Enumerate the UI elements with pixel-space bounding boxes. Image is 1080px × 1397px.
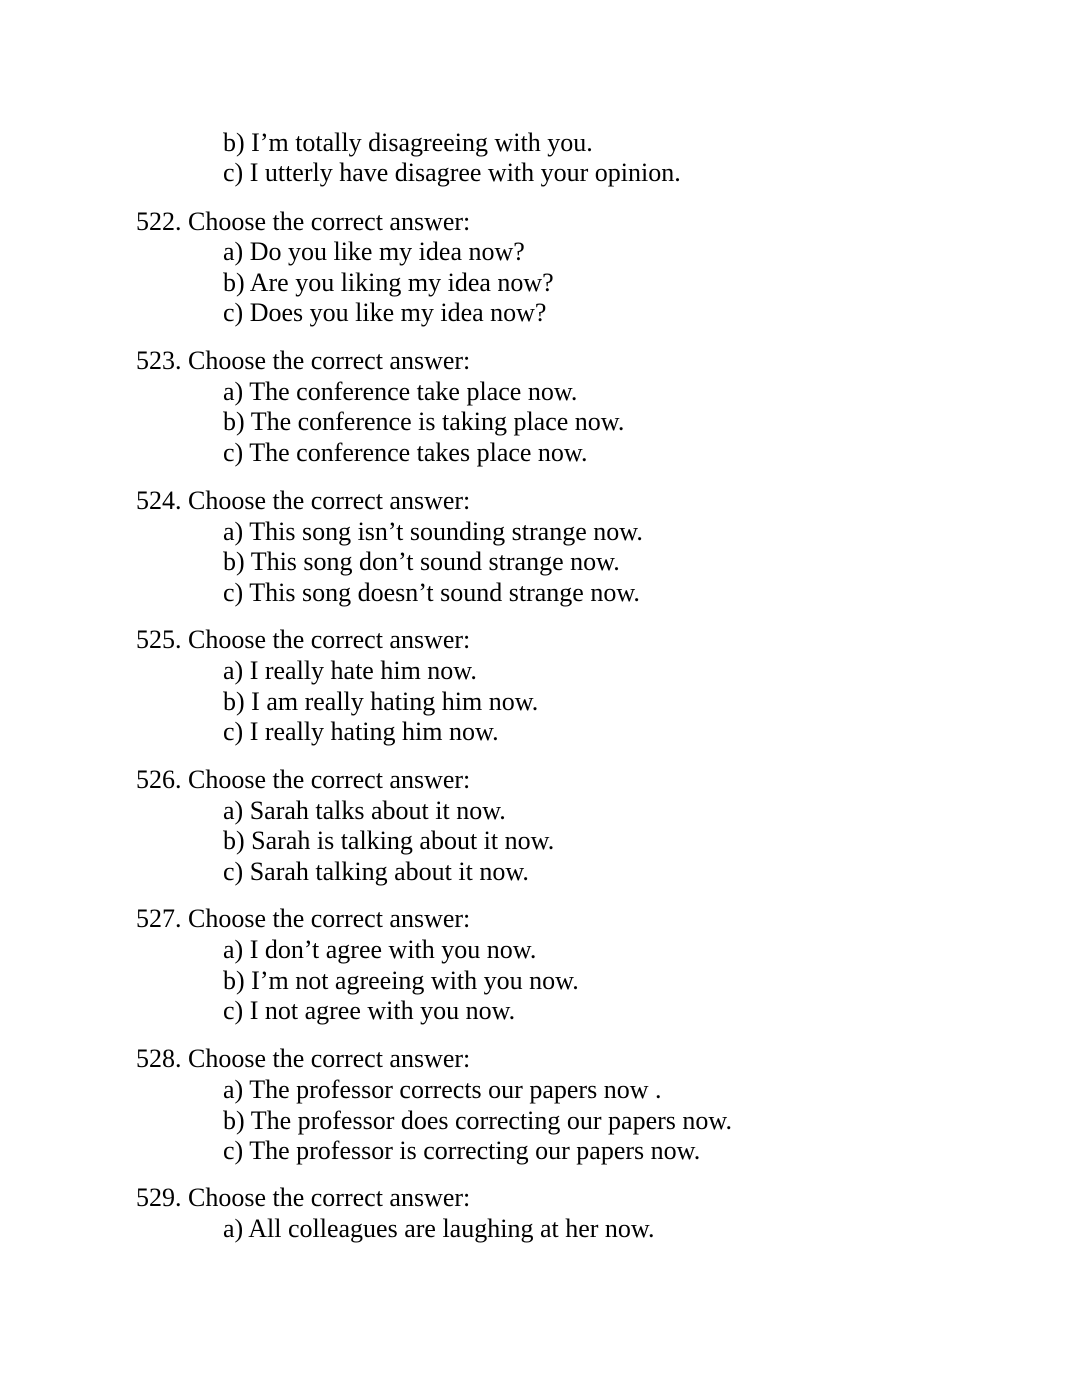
option-524-b: b) This song don’t sound strange now. xyxy=(223,547,620,576)
option-522-b: b) Are you liking my idea now? xyxy=(223,268,554,297)
option-521-b: b) I’m totally disagreeing with you. xyxy=(223,128,593,157)
question-525-prompt: 525. Choose the correct answer: xyxy=(136,625,471,654)
option-528-c: c) The professor is correcting our papers now. xyxy=(223,1136,701,1165)
option-525-a: a) I really hate him now. xyxy=(223,656,477,685)
option-526-b: b) Sarah is talking about it now. xyxy=(223,826,555,855)
option-525-c: c) I really hating him now. xyxy=(223,717,499,746)
option-527-b: b) I’m not agreeing with you now. xyxy=(223,966,579,995)
option-524-c: c) This song doesn’t sound strange now. xyxy=(223,578,640,607)
question-526-prompt: 526. Choose the correct answer: xyxy=(136,765,471,794)
option-528-b: b) The professor does correcting our papers now. xyxy=(223,1106,733,1135)
option-522-a: a) Do you like my idea now? xyxy=(223,237,525,266)
option-522-c: c) Does you like my idea now? xyxy=(223,298,547,327)
option-527-c: c) I not agree with you now. xyxy=(223,996,516,1025)
option-523-b: b) The conference is taking place now. xyxy=(223,407,625,436)
question-522-prompt: 522. Choose the correct answer: xyxy=(136,207,471,236)
option-528-a: a) The professor corrects our papers now . xyxy=(223,1075,662,1104)
question-523-prompt: 523. Choose the correct answer: xyxy=(136,346,471,375)
option-526-a: a) Sarah talks about it now. xyxy=(223,796,506,825)
option-526-c: c) Sarah talking about it now. xyxy=(223,857,529,886)
question-527-prompt: 527. Choose the correct answer: xyxy=(136,904,471,933)
option-527-a: a) I don’t agree with you now. xyxy=(223,935,537,964)
option-521-c: c) I utterly have disagree with your opinion. xyxy=(223,158,681,187)
option-525-b: b) I am really hating him now. xyxy=(223,687,539,716)
question-529-prompt: 529. Choose the correct answer: xyxy=(136,1183,471,1212)
question-524-prompt: 524. Choose the correct answer: xyxy=(136,486,471,515)
option-524-a: a) This song isn’t sounding strange now. xyxy=(223,517,643,546)
option-523-c: c) The conference takes place now. xyxy=(223,438,588,467)
option-523-a: a) The conference take place now. xyxy=(223,377,578,406)
option-529-a: a) All colleagues are laughing at her now. xyxy=(223,1214,655,1243)
question-528-prompt: 528. Choose the correct answer: xyxy=(136,1044,471,1073)
